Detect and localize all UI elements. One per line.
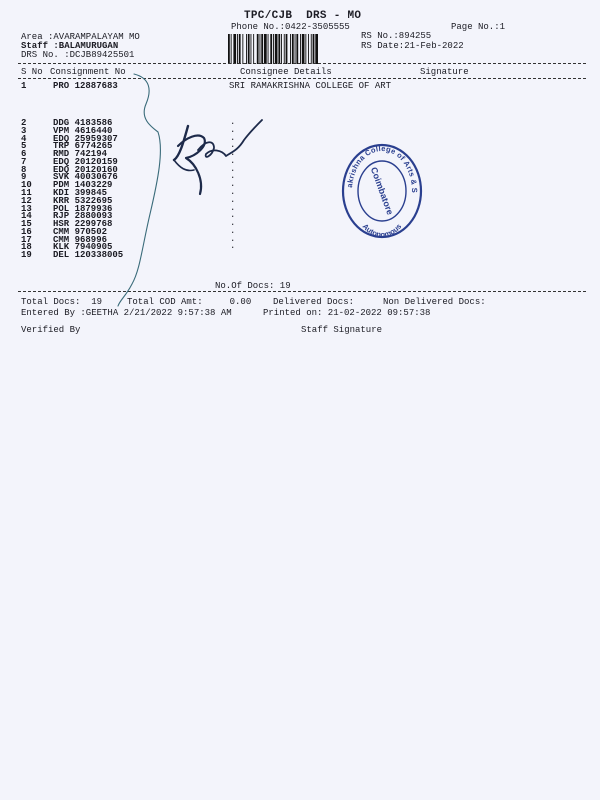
row-sno: 13 — [21, 203, 32, 214]
row-separator-dot: . — [230, 117, 236, 127]
row-consignment-number: RMD 742194 — [53, 149, 108, 160]
row-consignment-number: CMM 970502 — [53, 226, 108, 237]
column-consignment: Consignment No — [50, 67, 126, 77]
staff-signature-label: Staff Signature — [301, 325, 383, 335]
row-consignment-number: RJP 2880093 — [53, 211, 113, 222]
row-consignment-number: HSR 2299768 — [53, 219, 113, 230]
row-separator-dot: . — [230, 124, 236, 135]
row-sno: 5 — [21, 141, 27, 152]
stamp-bottom-text: Autonomous — [360, 221, 404, 240]
row-sno: 11 — [21, 188, 32, 199]
row-sno: 17 — [21, 234, 32, 245]
row-separator-dot: . — [230, 163, 236, 174]
area-field: Area :AVARAMPALAYAM MO — [21, 32, 140, 42]
row-sno: 6 — [21, 149, 27, 160]
row-consignment-number: CMM 968996 — [53, 234, 108, 245]
row-separator-dot: . — [230, 155, 236, 166]
row-consignee: SRI RAMAKRISHNA COLLEGE OF ART — [229, 81, 392, 91]
staff-field: Staff :BALAMURUGAN — [21, 41, 119, 51]
row-separator-dot: . — [230, 218, 236, 229]
row-sno: 1 — [21, 81, 27, 91]
divider-header — [18, 78, 586, 79]
college-stamp — [336, 134, 424, 241]
row-consignment-number: EDQ 20120159 — [53, 156, 118, 167]
row-consignment-number: VPM 4616440 — [53, 125, 113, 136]
delivered-docs: Delivered Docs: — [273, 297, 355, 307]
row-separator-dot: . — [230, 148, 236, 159]
divider-summary — [18, 291, 586, 292]
divider-top — [18, 63, 586, 64]
row-consignment-number: KDI 399845 — [53, 188, 108, 199]
rs-date: RS Date:21-Feb-2022 — [361, 41, 464, 51]
rs-number: RS No.:894255 — [361, 31, 432, 41]
row-consignment-number: PDM 1403229 — [53, 180, 113, 191]
row-separator-dot: . — [230, 132, 236, 143]
entered-by: Entered By :GEETHA 2/21/2022 9:57:38 AM — [21, 308, 232, 318]
row-sno: 12 — [21, 195, 32, 206]
row-separator-dot: . — [230, 241, 236, 252]
column-consignee: Consignee Details — [240, 67, 332, 77]
row-sno: 19 — [21, 250, 32, 261]
phone-number: Phone No.:0422-3505555 — [231, 22, 350, 32]
row-sno: 10 — [21, 180, 32, 191]
row-sno: 14 — [21, 211, 32, 222]
document-title: TPC/CJB DRS - MO — [244, 10, 362, 22]
total-cod-amount: Total COD Amt: 0.00 — [127, 297, 252, 307]
total-docs: Total Docs: 19 — [21, 297, 103, 307]
row-consignment-number: SVK 40030676 — [53, 172, 118, 183]
row-separator-dot: . — [230, 171, 236, 182]
row-sno: 3 — [21, 125, 27, 136]
row-separator-dot: . — [230, 210, 236, 221]
row-separator-dot: . — [230, 179, 236, 190]
row-sno: 16 — [21, 226, 32, 237]
stamp-center-text: Coimbatore — [368, 165, 396, 217]
row-separator-dot: . — [230, 140, 236, 151]
row-consignment-number: KLK 7940905 — [53, 242, 113, 253]
row-separator-dot: . — [230, 233, 236, 244]
row-consignment-number: POL 1879936 — [53, 203, 113, 214]
row-sno: 8 — [21, 164, 27, 175]
row-sno: 4 — [21, 133, 27, 144]
row-consignment-number: TRP 6774265 — [53, 141, 113, 152]
verified-by-label: Verified By — [21, 325, 81, 335]
row-separator-dot: . — [230, 187, 236, 198]
row-sno: 7 — [21, 156, 27, 167]
row-consignment-number: PRO 12887683 — [53, 81, 118, 91]
row-consignment-number: EDQ 20120160 — [53, 164, 118, 175]
row-separator-dot: . — [230, 194, 236, 205]
row-sno: 18 — [21, 242, 32, 253]
page-number: Page No.:1 — [451, 22, 506, 32]
row-sno: 2 — [21, 118, 27, 128]
row-sno: 9 — [21, 172, 27, 183]
barcode — [228, 34, 353, 64]
row-consignment-number: KRR 5322695 — [53, 195, 113, 206]
row-separator-dot: . — [230, 225, 236, 236]
non-delivered-docs: Non Delivered Docs: — [383, 297, 486, 307]
drs-number: DRS No. :DCJB89425501 — [21, 50, 135, 60]
stamp-top-text: Sri Ramakrishna College of Arts & Science — [336, 134, 420, 194]
row-consignment-number: EDQ 25959307 — [53, 133, 118, 144]
row-consignment-number: DEL 120338005 — [53, 250, 124, 261]
row-sno: 15 — [21, 219, 32, 230]
no-of-docs: No.Of Docs: 19 — [215, 281, 291, 291]
printed-on: Printed on: 21-02-2022 09:57:38 — [263, 308, 431, 318]
column-sno: S No — [21, 67, 43, 77]
row-separator-dot: . — [230, 202, 236, 213]
svg-text:Autonomous — [361, 222, 404, 239]
row-consignment-number: DDG 4183586 — [53, 118, 113, 128]
column-signature: Signature — [420, 67, 469, 77]
